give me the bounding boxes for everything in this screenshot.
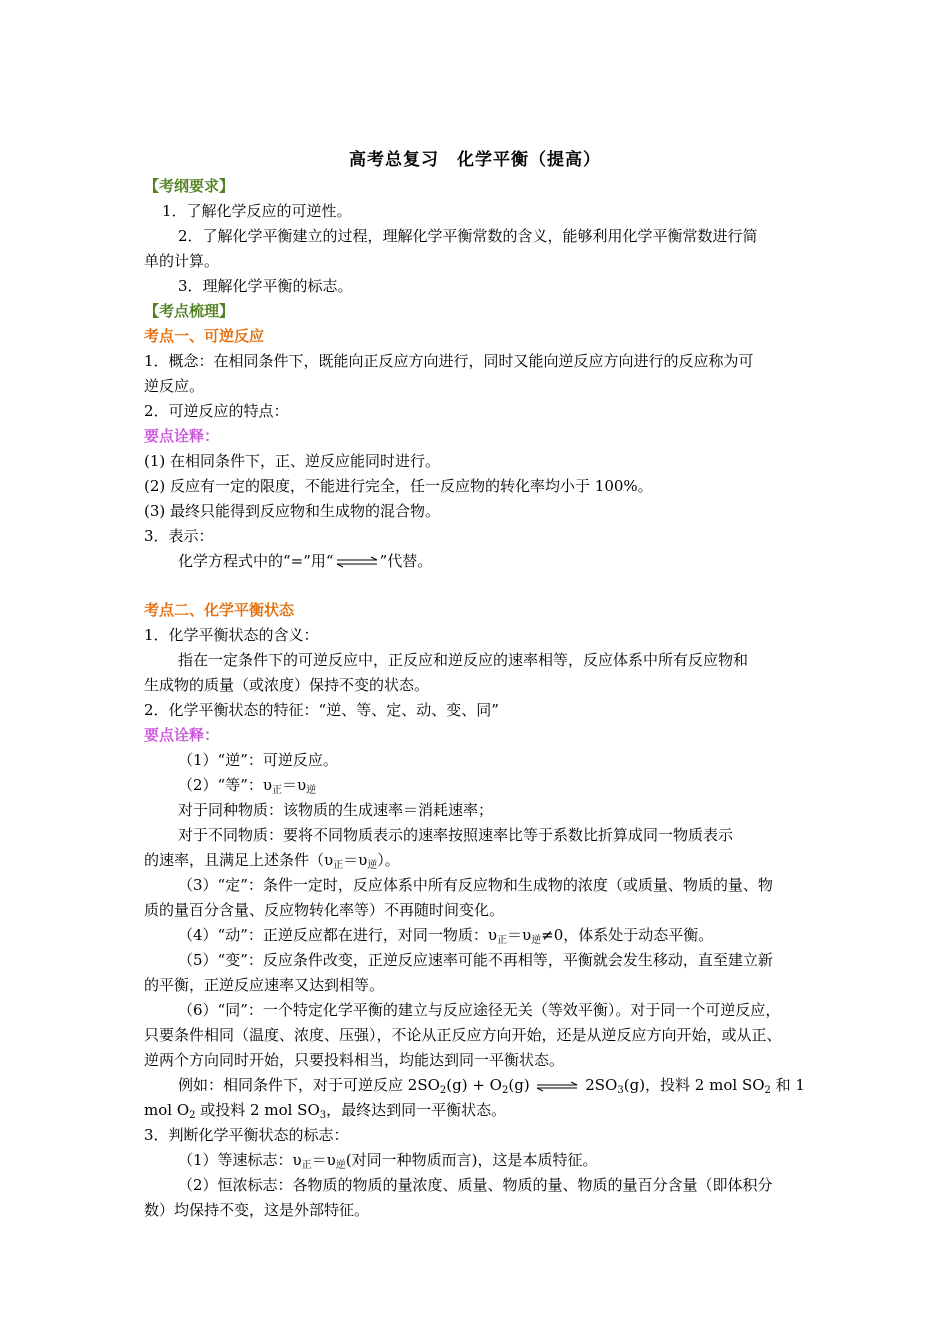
feature-ni: （1）“逆”：可逆反应。 — [178, 751, 338, 769]
feature-dong: （4）“动”：正逆反应都在进行，对同一物质：$\upsilon_正=\upsilon_逆\ne 0$，体系处于动态平衡。 — [178, 926, 714, 946]
feature-ding: （3）“定”：条件一定时，反应体系中所有反应物和生成物的浓度（或质量、物质的量、物 — [178, 876, 773, 894]
paragraph: 的速率，且满足上述条件$(\upsilon_正=\upsilon_逆)$。 — [144, 851, 400, 871]
paragraph: 2．可逆反应的特点： — [144, 402, 289, 420]
paragraph: 对于不同物质：要将不同物质表示的速率按照速率比等于系数比折算成同一物质表示 — [178, 826, 734, 844]
paragraph: 2．化学平衡状态的特征：“逆、等、定、动、变、同” — [144, 701, 499, 719]
feature-tong: （6）“同”：一个特定化学平衡的建立与反应途径无关（等效平衡）。对于同一个可逆反应， — [178, 1001, 781, 1019]
gangyao-item-1: 1．了解化学反应的可逆性。 — [162, 202, 352, 220]
paragraph: 指在一定条件下的可逆反应中，正反应和逆反应的速率相等，反应体系中所有反应物和 — [178, 651, 749, 669]
paragraph: 3．表示： — [144, 527, 214, 545]
paragraph: 1．概念：在相同条件下，既能向正反应方向进行，同时又能向逆反应方向进行的反应称为可 — [144, 352, 754, 370]
equilibrium-arrow-icon — [334, 556, 380, 568]
gangyao-item-2: 2．了解化学平衡建立的过程，理解化学平衡常数的含义，能够利用化学平衡常数进行简 — [178, 227, 758, 245]
paragraph: （2）恒浓标志：各物质的物质的量浓度、质量、物质的量、物质的量百分含量（即体积分 — [178, 1176, 773, 1194]
feature-deng: （2）“等”：$\upsilon_正=\upsilon_逆$ — [178, 776, 317, 796]
list-item: (3) 最终只能得到反应物和生成物的混合物。 — [144, 502, 441, 520]
list-item: (1) 在相同条件下，正、逆反应能同时进行。 — [144, 452, 441, 470]
paragraph: 生成物的质量（或浓度）保持不变的状态。 — [144, 676, 430, 694]
equilibrium-symbol-line: 化学方程式中的“=”用“ ”代替。 — [178, 552, 433, 570]
paragraph: 数）均保持不变，这是外部特征。 — [144, 1201, 370, 1219]
paragraph: 3．判断化学平衡状态的标志： — [144, 1126, 349, 1144]
paragraph: 1．化学平衡状态的含义： — [144, 626, 319, 644]
paragraph: 逆反应。 — [144, 377, 205, 395]
example-line: 例如：相同条件下，对于可逆反应 $2SO_2(g) + O_2(g)$ $2SO_3(g)$，投料 2 mol $SO_2$ 和 1 — [178, 1076, 805, 1096]
kaodian-1-heading: 考点一、可逆反应 — [144, 327, 265, 345]
gangyao-item-3: 3．理解化学平衡的标志。 — [178, 277, 353, 295]
section-heading-gangyao: 【考纲要求】 — [144, 177, 235, 195]
paragraph: 逆两个方向同时开始，只要投料相当，均能达到同一平衡状态。 — [144, 1051, 565, 1069]
kaodian-2-heading: 考点二、化学平衡状态 — [144, 601, 295, 619]
paragraph: 只要条件相同（温度、浓度、压强），不论从正反应方向开始，还是从逆反应方向开始，或从正、 — [144, 1026, 782, 1044]
list-item: (2) 反应有一定的限度，不能进行完全，任一反应物的转化率均小于 100%。 — [144, 477, 653, 495]
equilibrium-arrow-icon — [534, 1080, 580, 1092]
paragraph: 质的量百分含量、反应物转化率等）不再随时间变化。 — [144, 901, 505, 919]
section-heading-shuli: 【考点梳理】 — [144, 302, 235, 320]
gangyao-item-2-cont: 单的计算。 — [144, 252, 220, 270]
page-title: 高考总复习 化学平衡（提高） — [349, 150, 601, 170]
paragraph: 对于同种物质：该物质的生成速率＝消耗速率； — [178, 801, 494, 819]
example-line: mol $O_2$ 或投料 2 mol $SO_3$，最终达到同一平衡状态。 — [144, 1101, 507, 1121]
paragraph: （1）等速标志：$\upsilon_正=\upsilon_逆$(对同一种物质而言)，这是本质特征。 — [178, 1151, 598, 1171]
feature-bian: （5）“变”：反应条件改变，正逆反应速率可能不再相等，平衡就会发生移动，直至建立新 — [178, 951, 773, 969]
yaodian-label: 要点诠释： — [144, 726, 220, 744]
yaodian-label: 要点诠释： — [144, 427, 220, 445]
paragraph: 的平衡，正逆反应速率又达到相等。 — [144, 976, 385, 994]
